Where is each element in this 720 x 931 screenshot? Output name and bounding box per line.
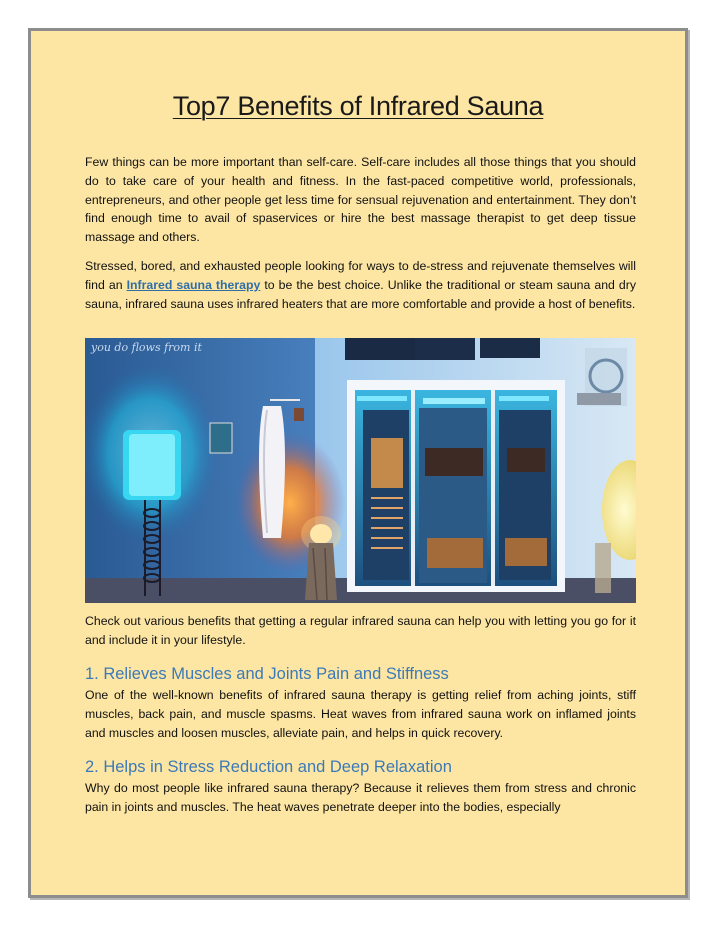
section-text-stress-reduction: Why do most people like infrared sauna therapy? Because it relieves them from stress and chronic pain in joints and muscles. The heat waves penetrate deeper into the bodies, especially <box>85 781 636 814</box>
section-heading-muscle-pain: 1. Relieves Muscles and Joints Pain and Stiffness <box>85 665 449 683</box>
document-page <box>28 28 688 898</box>
sauna-paragraph-start: Stressed, bored, and exhausted people looking for ways to de-stress and rejuvenate themselves will find an <box>85 259 636 292</box>
sauna-paragraph <box>85 257 636 313</box>
section-heading-stress-reduction: 2. Helps in Stress Reduction and Deep Relaxation <box>85 758 452 776</box>
section-text-muscle-pain: One of the well-known benefits of infrared sauna therapy is getting relief from aching joints, stiff muscles, back pain, and muscle spasms. Heat waves from infrared sauna work on inflamed joints and muscles and loosen muscles, alleviate pain, and helps in quick recovery. <box>85 688 636 740</box>
benefits-intro-paragraph: Check out various benefits that getting a regular infrared sauna can help you with letting you go for it and include it in your lifestyle. <box>85 614 636 647</box>
sauna-paragraph-end: to be the best choice. Unlike the traditional or steam sauna and dry sauna, infrared sauna uses infrared heaters that are more comfortable and provide a host of benefits. <box>85 277 636 311</box>
page-title: Top7 Benefits of Infrared Sauna <box>172 91 544 121</box>
intro-paragraph: Few things can be more important than self-care. Self-care includes all those things that you should do to take care of your health and fitness. In the fast-paced competitive world, professionals, entrepreneurs, and other people get less time for sensual rejuvenation and entertainment. They don’t find enough time to avail of spaservices or hire the best massage therapist to get deep tissue massage and others. <box>85 155 636 245</box>
sauna-room-photo <box>85 338 636 603</box>
wall-quote-text: you do flows from it <box>91 341 202 354</box>
infrared-sauna-therapy-link[interactable]: Infrared sauna therapy <box>126 277 261 292</box>
